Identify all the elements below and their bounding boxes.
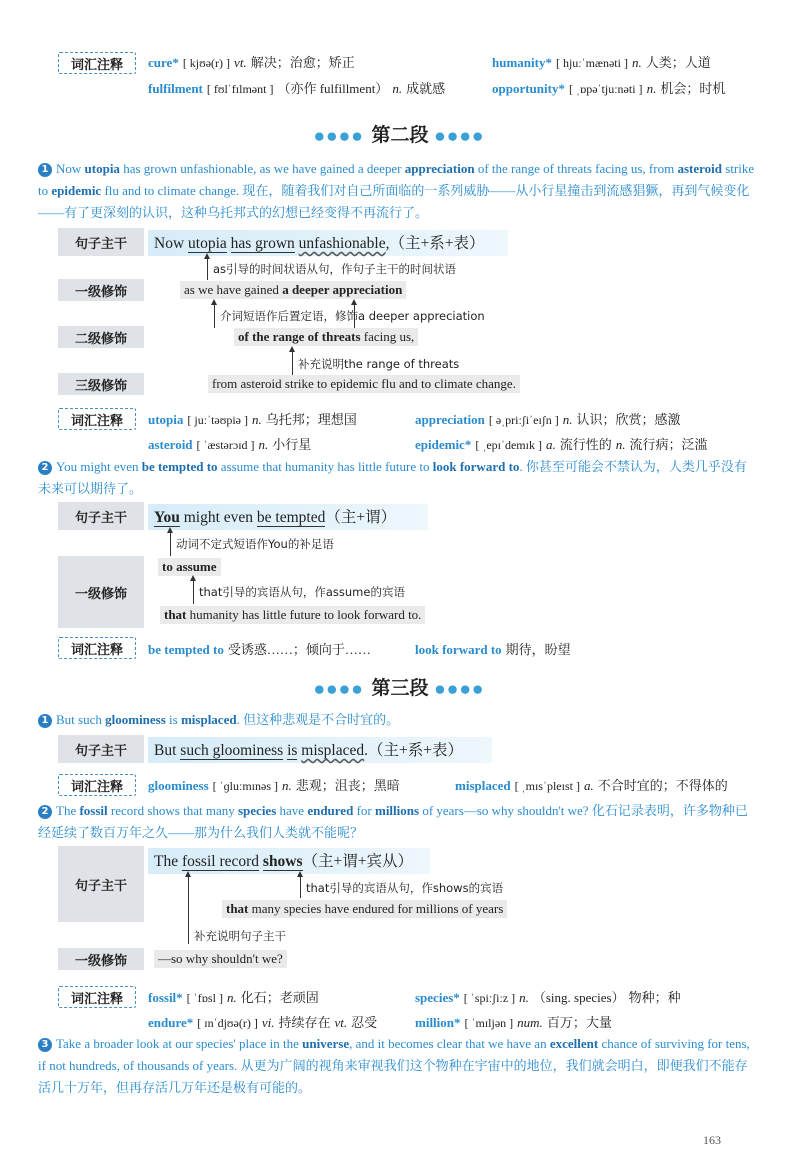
modifier-2 [160,606,425,624]
sentence-text: chance of surviving for tens, if not hundreds, of thousands of years. [38,1036,750,1073]
keyword: epidemic [51,183,102,198]
core-text: might even [179,509,257,526]
pos: n. [615,437,626,452]
pos: n. [392,81,403,96]
vocab-entry-cure [148,52,355,72]
translation: 现在，随着我们对自己所面临的一系列威胁——从小行星撞击到流感猖獗，再到气候变化——有了更深刻的认识，这种乌托邦式的幻想已经变得不再流行了。 [38,183,750,220]
modifier-2 [234,328,418,346]
definition: 持续存在 [278,1015,331,1030]
modifier-text: many species have endured for millions of years [248,901,504,916]
keyword: millions [374,803,420,818]
decorative-dots: ●●●● [435,682,486,696]
sentence-number: 3 [38,1038,52,1052]
arrow [207,258,208,280]
definition: 小行星 [272,437,312,452]
vocab-entry-gloominess [148,775,400,795]
vocab-entry-fulfilment [148,78,445,98]
core-structure: （主+谓） [325,509,397,526]
sentence-text: The [56,803,80,818]
sentence-text: . [519,459,523,474]
core-subject: utopia [188,235,227,252]
vocab-label: 词汇注释 [58,774,136,796]
vocab-word: fossil [148,990,177,1005]
definition: 受诱惑……；倾向于…… [227,642,371,657]
star: * [176,990,183,1005]
star: * [454,1015,461,1030]
modifier-3: from asteroid strike to epidemic flu and to climate change. [208,375,520,393]
sentence-number: 1 [38,714,52,728]
arrow [214,304,215,328]
vocab-entry-be-tempted-to [148,639,371,659]
vocab-word: epidemic [415,437,465,452]
pos: n. [258,437,269,452]
modifier-head: that [226,901,249,916]
phonetic: [ fʊlˈfɪlmənt ] [206,82,274,96]
translation: 但这种悲观是不合时宜的。 [243,712,400,727]
arrow [193,580,194,604]
phonetic: [ ˈspiːʃiːz ] [463,991,516,1005]
core-verb: shows [262,853,303,870]
vocab-entry-opportunity [492,78,725,98]
modifier-text: facing us, [360,329,415,344]
core-sentence [154,231,484,253]
phonetic: [ əˌpriːʃiˈeɪʃn ] [488,413,559,427]
modifier-1 [180,281,406,299]
label-core: 句子主干 [58,846,144,922]
core-structure: ,（主+系+表） [385,235,485,252]
sentence-3-2 [38,800,758,844]
modifier-head: of the range of threats [238,329,361,344]
sentence-text: for [353,803,375,818]
pos: a. [583,778,594,793]
sentence-number: 2 [38,805,52,819]
vocab-entry-endure [148,1012,377,1032]
label-core: 句子主干 [58,502,144,530]
arrow [188,876,189,944]
note-2: that引导的宾语从句，作assume的宾语 [199,585,405,599]
vocab-word: look forward to [415,642,502,657]
core-text: Now [154,235,189,252]
phonetic: [ juːˈtəʊpiə ] [187,413,248,427]
definition: 认识；欣赏；感激 [576,412,681,427]
arrow [300,876,301,898]
definition: 解决；治愈；矫正 [250,55,355,70]
vocab-word: endure [148,1015,187,1030]
vocab-word: humanity [492,55,546,70]
pos: num. [517,1015,543,1030]
core-text: But [154,742,181,759]
phonetic: [ ˌɒpəˈtjuːnəti ] [568,82,643,96]
core-verb: be tempted [256,509,326,526]
pos: n. [251,412,262,427]
sentence-text: Take a broader look at our species' place in the [56,1036,303,1051]
definition: 悲观；沮丧；黑暗 [295,778,400,793]
keyword: appreciation [404,161,475,176]
core-verb: is [287,742,298,759]
variant-note: （亦作 fulfillment） [277,81,389,96]
vocab-word: cure [148,55,173,70]
vocab-entry-million [415,1012,612,1032]
pos: n. [226,990,237,1005]
sentence-3-3 [38,1033,758,1099]
vocab-word: asteroid [148,437,193,452]
sentence-text: flu and to climate change. [101,183,240,198]
modifier-2: —so why shouldn't we? [154,950,287,968]
phonetic: [ ˌmɪsˈpleɪst ] [514,779,580,793]
pos: n. [562,412,573,427]
vocab-word: appreciation [415,412,485,427]
phonetic: [ ˌepɪˈdemɪk ] [475,438,542,452]
label-level-1: 一级修饰 [58,948,144,970]
pos: vt. [334,1015,348,1030]
phonetic: [ ɪnˈdjʊə(r) ] [197,1016,258,1030]
label-level-2: 二级修饰 [58,326,144,348]
phonetic: [ ˈɡluːmɪnəs ] [212,779,278,793]
arrow [170,532,171,556]
sentence-text: strike to [38,161,755,198]
modifier-head: a deeper appreciation [282,282,403,297]
modifier-1 [222,900,507,918]
sentence-text: , and it becomes clear that we have an [349,1036,550,1051]
sentence-text: of the range of threats facing us, from [474,161,678,176]
core-sentence [154,505,396,527]
translation: 你甚至可能会不禁认为，人类几乎没有未来可以期待了。 [38,459,747,496]
pos: n. [631,55,642,70]
keyword: utopia [84,161,120,176]
definition: 物种；种 [628,990,681,1005]
star: * [558,81,565,96]
star: * [464,437,472,452]
translation: 化石记录表明，许多物种已经延续了数百万年之久——那为什么我们人类就不能呢？ [38,803,748,840]
translation: 从更为广阔的视角来审视我们这个物种在宇宙中的地位，我们就会明白，即便我们不能存活几十万年，但再存活几万年还是极有可能的。 [38,1058,748,1095]
vocab-entry-humanity [492,52,711,72]
sentence-text: have [276,803,308,818]
vocab-word: species [415,990,454,1005]
vocab-entry-species [415,987,681,1007]
vocab-entry-epidemic [415,434,708,454]
star: * [186,1015,194,1030]
vocab-label: 词汇注释 [58,408,136,430]
core-subject: fossil record [181,853,260,870]
label-level-1: 一级修饰 [58,279,144,301]
core-sentence [154,738,463,760]
sentence-text: of years—so why shouldn't we? [419,803,589,818]
vocab-entry-look-forward-to [415,639,571,659]
vocab-word: misplaced [455,778,511,793]
section-title: 第三段 [371,677,429,699]
core-structure: .（主+系+表） [364,742,463,759]
sentence-text: assume that humanity has little future to [217,459,433,474]
sentence-number: 1 [38,163,52,177]
vocab-entry-fossil [148,987,319,1007]
label-level-1: 一级修饰 [58,556,144,628]
sentence-text: is [165,712,181,727]
sentence-text: record shows that many [107,803,238,818]
phonetic: [ ˈæstərɔɪd ] [196,438,255,452]
core-complement: misplaced [301,742,365,759]
pos: a. [545,437,556,452]
definition: 期待，盼望 [505,642,571,657]
core-subject: You [154,509,180,526]
sentence-2-2 [38,456,758,500]
note-2: 补充说明句子主干 [194,929,286,943]
label-core: 句子主干 [58,228,144,256]
note-3: 补充说明the range of threats [298,357,460,371]
vocab-word: opportunity [492,81,559,96]
definition: 人类；人道 [645,55,711,70]
vocab-word: gloominess [148,778,209,793]
definition: 成就感 [406,81,446,96]
definition: 百万；大量 [546,1015,612,1030]
sentence-text: Now [56,161,85,176]
modifier-1: to assume [158,558,221,576]
definition: 流行性的 [559,437,612,452]
core-text: The [154,853,182,870]
pos: n. [282,778,292,793]
vocab-entry-asteroid [148,434,311,454]
keyword: misplaced [180,712,237,727]
core-complement: unfashionable [298,235,386,252]
sentence-text: You might even [56,459,142,474]
vocab-word: million [415,1015,455,1030]
keyword: species [237,803,277,818]
label-core: 句子主干 [58,735,144,763]
keyword: asteroid [677,161,722,176]
vocab-word: fulfilment [148,81,203,96]
pos: n. [519,990,529,1005]
definition: 化石；老顽固 [240,990,319,1005]
sentence-2-1 [38,158,758,224]
phonetic: [ kjʊə(r) ] [182,56,231,70]
sentence-text: But such [56,712,106,727]
page-number: 163 [703,1133,721,1147]
vocab-entry-utopia [148,409,357,429]
pos: vt. [234,55,247,70]
keyword: look forward to [432,459,520,474]
decorative-dots: ●●●● [435,129,486,143]
definition: 乌托邦；理想国 [265,412,357,427]
modifier-text: as we have gained [184,282,283,297]
sentence-text: has grown unfashionable, as we have gained a deeper [119,161,405,176]
keyword: endured [307,803,354,818]
vocab-label: 词汇注释 [58,637,136,659]
definition: 机会；时机 [660,81,726,96]
vocab-label: 词汇注释 [58,52,136,74]
keyword: universe [302,1036,350,1051]
phonetic: [ hjuːˈmænəti ] [555,56,628,70]
keyword: fossil [79,803,108,818]
core-structure: （主+谓+宾从） [302,853,414,870]
phonetic: [ ˈfɒsl ] [186,991,223,1005]
sentence-3-1 [38,709,758,731]
note-1: 动词不定式短语作You的补足语 [176,537,334,551]
sentence-number: 2 [38,461,52,475]
note-1: as引导的时间状语从句，作句子主干的时间状语 [213,262,457,276]
vocab-entry-appreciation [415,409,681,429]
keyword: gloominess [105,712,166,727]
keyword: excellent [549,1036,599,1051]
section-title: 第二段 [371,124,429,146]
note-1: that引导的宾语从句，作shows的宾语 [306,881,504,895]
pos: n. [646,81,657,96]
vocab-word: utopia [148,412,184,427]
sentence-text: . [236,712,240,727]
modifier-text: humanity has little future to look forward to. [186,607,422,622]
modifier-head: that [164,607,187,622]
star: * [453,990,460,1005]
variant-note: （sing. species） [532,990,625,1005]
keyword: be tempted to [141,459,218,474]
vocab-label: 词汇注释 [58,986,136,1008]
vocab-entry-misplaced [455,775,728,795]
core-sentence [154,849,413,871]
label-level-3: 三级修饰 [58,373,144,395]
section-heading-2 [0,120,800,147]
star: * [172,55,179,70]
note-2: 介词短语作后置定语，修饰a deeper appreciation [220,309,485,323]
definition: 流行病；泛滥 [629,437,708,452]
section-heading-3 [0,673,800,700]
decorative-dots: ●●●● [314,682,365,696]
phonetic: [ ˈmɪljən ] [464,1016,514,1030]
definition: 忍受 [351,1015,378,1030]
definition: 不合时宜的；不得体的 [597,778,728,793]
core-verb: has grown [230,235,295,252]
vocab-word: be tempted to [148,642,224,657]
pos: vi. [261,1015,275,1030]
core-subject: such gloominess [180,742,284,759]
star: * [545,55,552,70]
decorative-dots: ●●●● [314,129,365,143]
arrow [292,351,293,375]
